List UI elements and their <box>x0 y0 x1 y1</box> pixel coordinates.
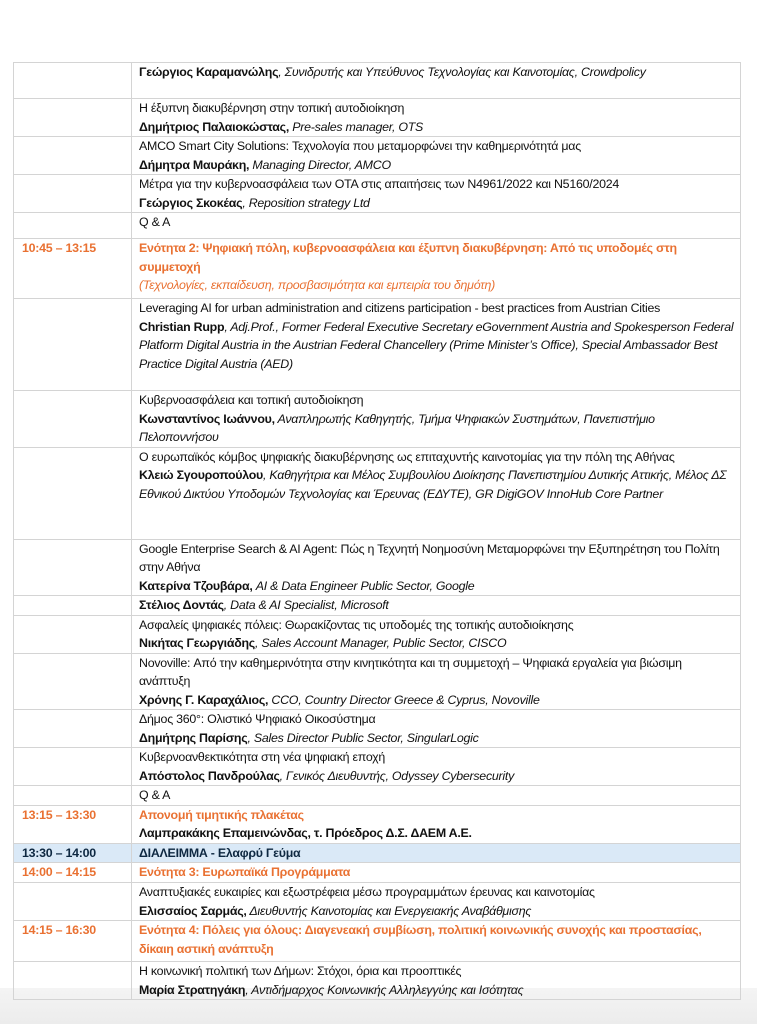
agenda-row <box>14 213 741 239</box>
agenda-row <box>14 962 741 1000</box>
content-cell <box>132 748 741 786</box>
content-cell <box>132 805 741 843</box>
agenda-row <box>14 615 741 653</box>
agenda-row <box>14 653 741 710</box>
time-cell: 10:45 – 13:15 <box>14 239 132 299</box>
speaker-name: Λαμπρακάκης Επαμεινώνδας, τ. Πρόεδρος Δ.Σ. ΔΑΕΜ Α.Ε. <box>139 826 472 840</box>
time-cell: 14:00 – 14:15 <box>14 863 132 883</box>
agenda-row <box>14 99 741 137</box>
agenda-table <box>13 62 741 1000</box>
speaker <box>139 596 734 615</box>
speaker-name: Κατερίνα Τζουβάρα, <box>139 578 253 593</box>
speaker-role: , Reposition strategy Ltd <box>242 195 370 210</box>
speaker-name: Γεώργιος Καραμανώλης <box>139 65 279 79</box>
speaker-name: Μαρία Στρατηγάκη <box>139 982 246 997</box>
speaker <box>139 118 734 137</box>
content-cell <box>132 239 741 299</box>
agenda-row <box>14 805 741 843</box>
time-cell: 13:30 – 14:00 <box>14 843 132 863</box>
content-cell <box>132 921 741 962</box>
agenda-row <box>14 299 741 391</box>
speaker-name: Ελισσαίος Σαρμάς, <box>139 903 247 918</box>
content-cell <box>132 615 741 653</box>
speaker <box>139 902 734 921</box>
talk-title: Κυβερνοανθεκτικότητα στη νέα ψηφιακή εποχή <box>139 750 386 764</box>
speaker-name: Δημήτρης Παρίσης <box>139 730 248 745</box>
content-cell <box>132 299 741 391</box>
agenda-row <box>14 539 741 596</box>
talk-title: Q & A <box>139 788 171 802</box>
time-cell <box>14 615 132 653</box>
agenda-row <box>14 239 741 299</box>
time-cell <box>14 213 132 239</box>
time-cell <box>14 962 132 1000</box>
content-cell <box>132 596 741 616</box>
speaker-name: Στέλιος Δοντάς <box>139 598 224 612</box>
speaker <box>139 466 734 503</box>
content-cell <box>132 99 741 137</box>
content-cell <box>132 883 741 921</box>
agenda-row <box>14 786 741 806</box>
content-cell <box>132 863 741 883</box>
section-title: Ενότητα 2: Ψηφιακή πόλη, κυβερνοασφάλεια και έξυπνη διακυβέρνηση: Από τις υποδομές στη συμμετοχή <box>139 241 677 274</box>
content-cell <box>132 447 741 539</box>
time-cell <box>14 596 132 616</box>
talk-title: Δήμος 360°: Ολιστικό Ψηφιακό Οικοσύστημα <box>139 712 376 726</box>
talk-title: Η κοινωνική πολιτική των Δήμων: Στόχοι, όρια και προοπτικές <box>139 964 462 978</box>
time-cell <box>14 653 132 710</box>
content-cell <box>132 843 741 863</box>
talk-title: Ασφαλείς ψηφιακές πόλεις: Θωρακίζοντας τις υποδομές της τοπικής αυτοδιοίκησης <box>139 617 574 632</box>
speaker-role: CCO, Country Director Greece & Cyprus, Novoville <box>268 692 540 707</box>
break-title: ΔΙΑΛΕΙΜΜΑ - Ελαφρύ Γεύμα <box>139 845 301 860</box>
time-cell <box>14 299 132 391</box>
talk-title: Η έξυπνη διακυβέρνηση στην τοπική αυτοδιοίκηση <box>139 101 405 115</box>
speaker <box>139 156 734 175</box>
content-cell <box>132 63 741 99</box>
speaker-role: , Data & AI Specialist, Microsoft <box>223 598 389 612</box>
speaker-name: Νικήτας Γεωργιάδης <box>139 636 255 650</box>
agenda-row <box>14 447 741 539</box>
time-cell <box>14 786 132 806</box>
time-cell <box>14 175 132 213</box>
talk-title: Αναπτυξιακές ευκαιρίες και εξωστρέφεια μέσω προγραμμάτων έρευνας και καινοτομίας <box>139 885 595 899</box>
content-cell <box>132 786 741 806</box>
speaker-role: , Αντιδήμαρχος Κοινωνικής Αλληλεγγύης και Ισότητας <box>245 982 524 997</box>
speaker <box>139 194 734 213</box>
content-cell <box>132 539 741 596</box>
speaker-role: , Συνιδρυτής και Υπεύθυνος Τεχνολογίας και Καινοτομίας, Crowdpolicy <box>278 65 646 79</box>
agenda-row <box>14 843 741 863</box>
speaker <box>139 691 734 710</box>
time-cell: 14:15 – 16:30 <box>14 921 132 962</box>
speaker <box>139 577 734 596</box>
agenda-row <box>14 748 741 786</box>
agenda-row <box>14 391 741 448</box>
agenda-row <box>14 710 741 748</box>
speaker-name: Δημήτριος Παλαιοκώστας, <box>139 119 290 134</box>
agenda-row <box>14 175 741 213</box>
speaker-role: , Καθηγήτρια και Μέλος Συμβουλίου Διοίκησης Πανεπιστημίου Δυτικής Αττικής, Μέλος ΔΣ Εθνικού Δικτύου Υποδομών Τεχνολογίας και Έρευνας (ΕΔΥΤΕ), GR DigiGOV InnoHub Core Partner <box>139 468 727 501</box>
speaker <box>139 318 734 374</box>
talk-title: Ο ευρωπαϊκός κόμβος ψηφιακής διακυβέρνησης ως επιταχυντής καινοτομίας για την πόλη της Αθήνας <box>139 449 675 464</box>
time-cell <box>14 447 132 539</box>
agenda-row <box>14 921 741 962</box>
agenda-row <box>14 596 741 616</box>
speaker-role: Αναπληρωτής Καθηγητής, Τμήμα Ψηφιακών Συστημάτων, Πανεπιστήμιο Πελοποννήσου <box>139 411 655 444</box>
agenda-row <box>14 63 741 99</box>
speaker-role: , Sales Director Public Sector, SingularLogic <box>247 730 479 745</box>
content-cell <box>132 710 741 748</box>
content-cell <box>132 213 741 239</box>
speaker-name: Δήμητρα Μαυράκη, <box>139 157 250 172</box>
speaker-role: Managing Director, AMCO <box>249 157 391 172</box>
agenda-row <box>14 137 741 175</box>
talk-title: AMCO Smart City Solutions: Τεχνολογία που μεταμορφώνει την καθημερινότητά μας <box>139 139 581 153</box>
speaker-role: AI & Data Engineer Public Sector, Google <box>252 578 475 593</box>
talk-title: Google Enterprise Search & AI Agent: Πώς η Τεχνητή Νοημοσύνη Μεταμορφώνει την Εξυπηρέτηση του Πολίτη στην Αθήνα <box>139 541 720 574</box>
time-cell <box>14 539 132 596</box>
content-cell <box>132 962 741 1000</box>
time-cell <box>14 137 132 175</box>
speaker-role: , Γενικός Διευθυντής, Odyssey Cybersecurity <box>279 768 515 783</box>
time-cell <box>14 99 132 137</box>
speaker-name: Christian Rupp <box>139 319 225 334</box>
talk-title: Novoville: Από την καθημερινότητα στην κινητικότητα και τη συμμετοχή – Ψηφιακά εργαλεία για βιώσιμη ανάπτυξη <box>139 655 682 688</box>
speaker-role: , Sales Account Manager, Public Sector, CISCO <box>255 636 507 650</box>
speaker-name: Γεώργιος Σκοκέας <box>139 195 243 210</box>
speaker-role: , Adj.Prof., Former Federal Executive Secretary eGovernment Austria and Spokesperson Federal Platform Digital Austria in the Austrian Federal Chancellery (Prime Minister’s Office), Special Ambassador Best Practice Digital Austria (AED) <box>139 319 734 371</box>
speaker-name: Χρόνης Γ. Καραχάλιος, <box>139 692 269 707</box>
content-cell <box>132 391 741 448</box>
talk-title: Κυβερνοασφάλεια και τοπική αυτοδιοίκηση <box>139 393 364 407</box>
content-cell <box>132 653 741 710</box>
agenda-row <box>14 883 741 921</box>
speaker-role: Pre-sales manager, OTS <box>289 119 424 134</box>
speaker-name: Κωνσταντίνος Ιωάννου, <box>139 411 275 426</box>
time-cell <box>14 883 132 921</box>
section-title: Ενότητα 3: Ευρωπαϊκά Προγράμματα <box>139 865 351 879</box>
talk-title: Leveraging AI for urban administration and citizens participation - best practices from Austrian Cities <box>139 301 661 315</box>
speaker <box>139 729 734 748</box>
speaker-name: Κλειώ Σγουροπούλου <box>139 468 264 482</box>
speaker <box>139 63 734 82</box>
speaker <box>139 767 734 786</box>
speaker <box>139 981 734 1000</box>
time-cell <box>14 710 132 748</box>
talk-title: Μέτρα για την κυβερνοασφάλεια των ΟΤΑ στις απαιτήσεις των N4961/2022 και N5160/2024 <box>139 177 620 191</box>
speaker-role: Διευθυντής Καινοτομίας και Ενεργειακής Αναβάθμισης <box>246 903 532 918</box>
content-cell <box>132 137 741 175</box>
section-title: Ενότητα 4: Πόλεις για όλους: Διαγενεακή συμβίωση, πολιτική κοινωνικής συνοχής και προστασίας, δίκαιη αστική ανάπτυξη <box>139 923 702 956</box>
talk-title: Q & A <box>139 215 171 229</box>
time-cell <box>14 63 132 99</box>
time-cell <box>14 391 132 448</box>
speaker <box>139 634 734 653</box>
content-cell <box>132 175 741 213</box>
speaker <box>139 410 734 447</box>
section-subtitle: (Τεχνολογίες, εκπαίδευση, προσβασιμότητα και εμπειρία του δημότη) <box>139 278 495 292</box>
section-title: Απονομή τιμητικής πλακέτας <box>139 807 304 822</box>
speaker-name: Απόστολος Πανδρούλας <box>139 768 280 783</box>
time-cell: 13:15 – 13:30 <box>14 805 132 843</box>
agenda-row <box>14 863 741 883</box>
time-cell <box>14 748 132 786</box>
